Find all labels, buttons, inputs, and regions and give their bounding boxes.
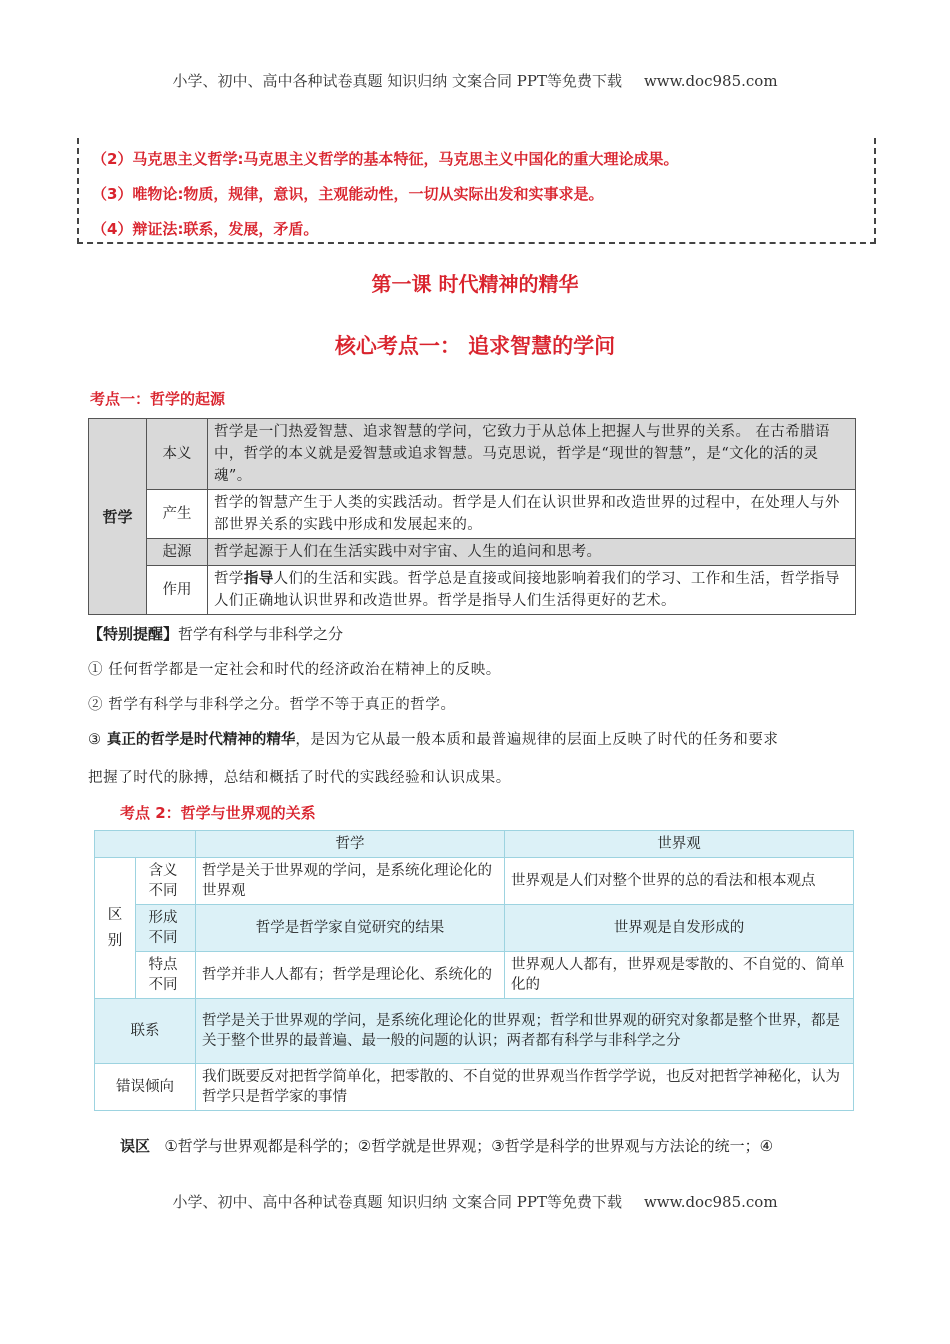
link-label: 联系: [95, 999, 196, 1064]
lesson-title: 第一课 时代精神的精华: [371, 272, 579, 296]
link-text: 哲学是关于世界观的学问，是系统化理论化的世界观；哲学和世界观的研究对象都是整个世界，都是关于整个世界的最普遍、最一般的问题的认识；两者都有科学与非科学之分: [196, 999, 854, 1064]
philosophy-worldview-table: [94, 830, 854, 1111]
row-label: 本义: [147, 419, 208, 490]
corner-cell: [95, 831, 196, 858]
error-text: 我们既要反对把哲学简单化，把零散的、不自觉的世界观当作哲学学说，也反对把哲学神秘化，认为哲学只是哲学家的事情: [196, 1064, 854, 1111]
diff-row-label: 形成不同: [136, 905, 196, 952]
col-worldview: 世界观: [505, 831, 854, 858]
table-head: 哲学: [89, 419, 147, 615]
row-text: 哲学指导人们的生活和实践。哲学总是直接或间接地影响着我们的学习、工作和生活，哲学指导人们正确地认识世界和改造世界。哲学是指导人们生活得更好的艺术。: [208, 566, 856, 615]
error-label: 错误倾向: [95, 1064, 196, 1111]
summary-line-3: （3）唯物论:物质，规律，意识，主观能动性，一切从实际出发和实事求是。: [92, 185, 604, 203]
misconception-line: 误区 ①哲学与世界观都是科学的；②哲学就是世界观；③哲学是科学的世界观与方法论的统一；④: [120, 1137, 774, 1155]
core-title: 核心考点一： 追求智慧的学问: [334, 334, 616, 358]
philosophy-origin-table: [88, 418, 856, 615]
col-philosophy: 哲学: [196, 831, 505, 858]
summary-line-4: （4）辩证法:联系，发展，矛盾。: [92, 220, 319, 238]
reminder-title: 【特别提醒】哲学有科学与非科学之分: [88, 625, 344, 643]
point2-title: 考点 2：哲学与世界观的关系: [120, 804, 316, 822]
reminder-item-1: ① 任何哲学都是一定社会和时代的经济政治在精神上的反映。: [88, 662, 501, 678]
diff-cell-b: 世界观是人们对整个世界的总的看法和根本观点: [505, 858, 854, 905]
diff-cell-a: 哲学是关于世界观的学问，是系统化理论化的世界观: [196, 858, 505, 905]
row-text: 哲学起源于人们在生活实践中对宇宙、人生的追问和思考。: [208, 539, 856, 566]
diff-cell-b: 世界观是自发形成的: [505, 905, 854, 952]
row-text: 哲学的智慧产生于人类的实践活动。哲学是人们在认识世界和改造世界的过程中，在处理人与外部世界关系的实践中形成和发展起来的。: [208, 490, 856, 539]
header-url: www.doc985.com: [643, 72, 778, 90]
footer-url: www.doc985.com: [643, 1193, 778, 1211]
footer-text: 小学、初中、高中各种试卷真题 知识归纳 文案合同 PPT等免费下载: [172, 1193, 622, 1211]
diff-cell-a: 哲学并非人人都有；哲学是理论化、系统化的: [196, 952, 505, 999]
row-label: 产生: [147, 490, 208, 539]
diff-cell-b: 世界观人人都有，世界观是零散的、不自觉的、简单化的: [505, 952, 854, 999]
page-header: [0, 70, 950, 91]
diff-row-label: 含义不同: [136, 858, 196, 905]
reminder-item-3-cont: 把握了时代的脉搏，总结和概括了时代的实践经验和认识成果。: [88, 770, 511, 786]
row-label: 作用: [147, 566, 208, 615]
reminder-item-2: ② 哲学有科学与非科学之分。哲学不等于真正的哲学。: [88, 697, 456, 713]
summary-line-2: （2）马克思主义哲学:马克思主义哲学的基本特征，马克思主义中国化的重大理论成果。: [92, 150, 679, 168]
page-footer: [0, 1191, 950, 1212]
row-label: 起源: [147, 539, 208, 566]
header-text: 小学、初中、高中各种试卷真题 知识归纳 文案合同 PPT等免费下载: [172, 72, 622, 90]
diff-row-label: 特点不同: [136, 952, 196, 999]
diff-label: 区别: [95, 858, 136, 999]
row-text: 哲学是一门热爱智慧、追求智慧的学问，它致力于从总体上把握人与世界的关系。 在古希腊语中，哲学的本义就是爱智慧或追求智慧。马克思说，哲学是“现世的智慧”，是“文化的活的灵魂”。: [208, 419, 856, 490]
diff-cell-a: 哲学是哲学家自觉研究的结果: [196, 905, 505, 952]
reminder-item-3: ③ 真正的哲学是时代精神的精华，是因为它从最一般本质和最普遍规律的层面上反映了时代的任务和要求: [88, 732, 779, 748]
point1-title: 考点一：哲学的起源: [90, 390, 226, 408]
